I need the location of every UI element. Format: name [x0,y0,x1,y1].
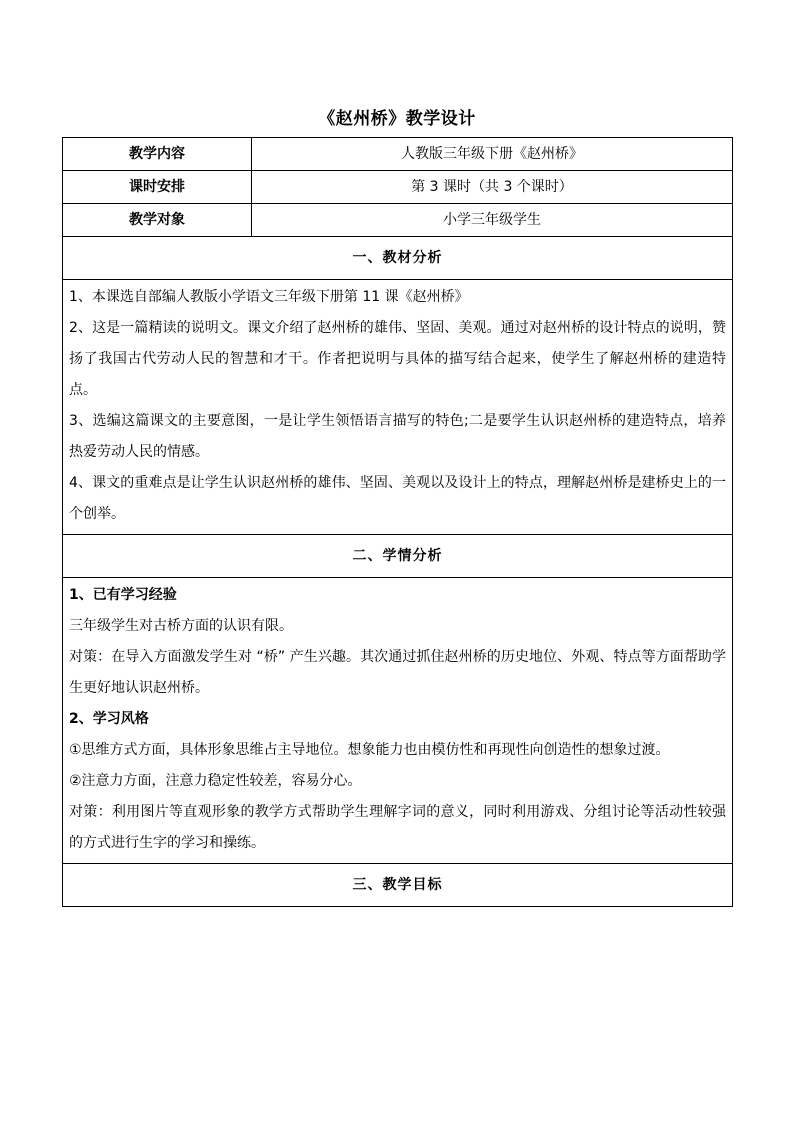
learner-paragraph: 对策：利用图片等直观形象的教学方式帮助学生理解字词的意义，同时利用游戏、分组讨论等活动性较强的方式进行生字的学习和操练。 [69,804,726,851]
section-heading-row [63,237,733,280]
subheading-prior-experience: 1、已有学习经验 [69,587,177,603]
subheading-learning-style: 2、学习风格 [69,711,149,727]
learner-paragraph: 三年级学生对古桥方面的认识有限。 [69,618,293,634]
info-row-audience [63,204,733,237]
info-value-schedule: 第 3 课时（共 3 个课时） [252,171,733,204]
learner-analysis-body [63,578,733,864]
section-body-row [63,578,733,864]
analysis-paragraph: 1、本课选自部编人教版小学语文三年级下册第 11 课《赵州桥》 [69,289,469,305]
info-label-content: 教学内容 [63,138,252,171]
analysis-paragraph: 3、选编这篇课文的主要意图，一是让学生领悟语言描写的特色;二是要学生认识赵州桥的建造特点，培养热爱劳动人民的情感。 [69,413,726,460]
section-heading-teaching-goals: 三、教学目标 [63,864,733,907]
learner-paragraph: ②注意力方面，注意力稳定性较差，容易分心。 [69,773,362,789]
learner-paragraph: 对策：在导入方面激发学生对 “桥” 产生兴趣。其次通过抓住赵州桥的历史地位、外观、特点等方面帮助学生更好地认识赵州桥。 [69,649,726,696]
textbook-analysis-body [63,280,733,535]
info-label-schedule: 课时安排 [63,171,252,204]
section-heading-learner-analysis: 二、学情分析 [63,535,733,578]
info-label-audience: 教学对象 [63,204,252,237]
section-heading-row [63,535,733,578]
learner-paragraph: ①思维方式方面，具体形象思维占主导地位。想象能力也由模仿性和再现性向创造性的想象过渡。 [69,742,670,758]
section-heading-row [63,864,733,907]
lesson-plan-table [62,137,733,907]
info-row-content [63,138,733,171]
section-heading-textbook-analysis: 一、教材分析 [63,237,733,280]
info-value-audience: 小学三年级学生 [252,204,733,237]
info-row-schedule [63,171,733,204]
info-value-content: 人教版三年级下册《赵州桥》 [252,138,733,171]
page-title: 《赵州桥》教学设计 [318,109,476,129]
section-body-row [63,280,733,535]
analysis-paragraph: 2、这是一篇精读的说明文。课文介绍了赵州桥的雄伟、坚固、美观。通过对赵州桥的设计特点的说明，赞扬了我国古代劳动人民的智慧和才干。作者把说明与具体的描写结合起来，使学生了解赵州桥的建造特点。 [69,320,726,398]
analysis-paragraph: 4、课文的重难点是让学生认识赵州桥的雄伟、坚固、美观以及设计上的特点，理解赵州桥是建桥史上的一个创举。 [69,475,726,522]
